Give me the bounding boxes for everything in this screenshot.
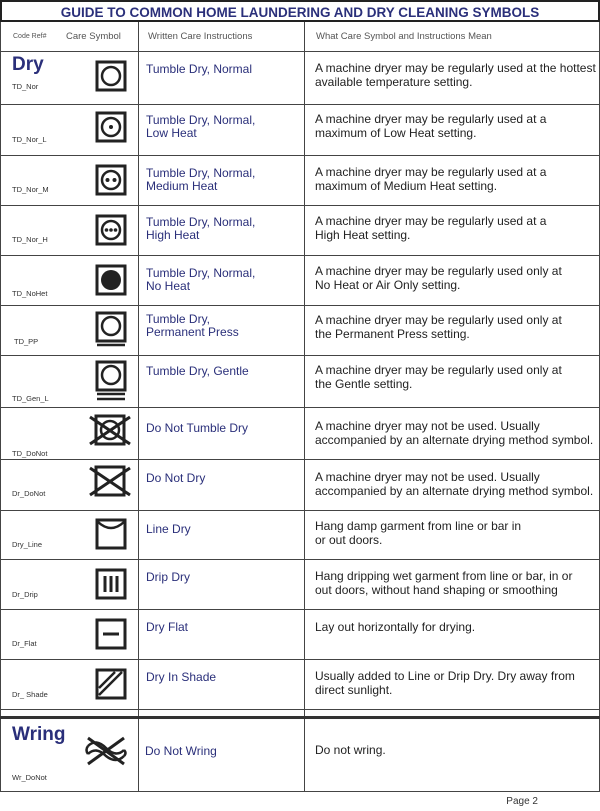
drip-dry-icon [95,568,127,600]
do-not-dry-icon [88,465,132,497]
code-ref: Dr_Flat [12,639,37,648]
code-ref: TD_NoHet [12,289,48,298]
row-divider [0,355,600,356]
code-ref: TD_Gen_L [12,394,49,403]
code-ref: Dry_Line [12,540,43,549]
written-instruction: Tumble Dry, Normal, High Heat [146,215,256,242]
meaning-text: A machine dryer may be regularly used only at No Heat or Air Only setting. [315,264,562,292]
tumble-dry-no-heat-icon [95,264,127,296]
code-ref: Wr_DoNot [12,773,47,782]
written-instruction: Tumble Dry, Normal, Medium Heat [146,166,256,193]
meaning-text: A machine dryer may be regularly used at a maximum of Medium Heat setting. [315,165,547,193]
tumble-dry-permanent-press-icon [95,311,127,347]
dry-in-shade-icon [95,668,127,700]
written-instruction: Tumble Dry, Normal, Low Heat [146,113,256,140]
row-divider [0,559,600,560]
code-ref: Dr_DoNot [12,489,46,498]
section-title-dry: Dry [12,54,44,75]
written-instruction: Line Dry [146,522,191,536]
meaning-text: Usually added to Line or Drip Dry. Dry away from direct sunlight. [315,669,575,697]
row-divider [0,407,600,408]
do-not-tumble-dry-icon [88,414,132,446]
written-instruction: Do Not Wring [145,744,217,758]
meaning-text: A machine dryer may be regularly used only at the Gentle setting. [315,363,562,391]
written-instruction: Dry In Shade [146,670,217,684]
row-divider [0,791,600,792]
header-code: Code Ref# [13,33,47,40]
written-instruction: Do Not Tumble Dry [146,421,249,435]
row-divider [0,104,600,105]
row-divider [0,155,600,156]
section-divider [0,716,600,719]
meaning-text: Lay out horizontally for drying. [315,620,476,634]
code-ref: Dr_Drip [12,590,38,599]
tumble-dry-high-heat-icon [95,214,127,246]
page-number: Page 2 [506,796,538,807]
written-instruction: Tumble Dry, Permanent Press [146,312,239,339]
tumble-dry-medium-heat-icon [95,164,127,196]
meaning-text: Hang damp garment from line or bar in or out doors. [315,519,522,547]
dry-flat-icon [95,618,127,650]
written-instruction: Drip Dry [146,570,190,584]
header-meaning: What Care Symbol and Instructions Mean [316,31,492,42]
meaning-text: A machine dryer may be regularly used at a maximum of Low Heat setting. [315,112,547,140]
row-divider [0,51,600,52]
meaning-text: A machine dryer may be regularly used at the hottest available temperature setting. [315,61,596,89]
do-not-wring-icon [84,734,128,768]
row-divider [0,709,600,710]
tumble-dry-normal-icon [95,60,127,92]
row-divider [0,305,600,306]
row-divider [0,510,600,511]
meaning-text: A machine dryer may be regularly used at a High Heat setting. [315,214,547,242]
row-divider [0,609,600,610]
meaning-text: Do not wring. [315,743,386,757]
written-instruction: Dry Flat [146,620,188,634]
code-ref: TD_Nor_L [12,135,47,144]
line-dry-icon [95,518,127,550]
written-instruction: Tumble Dry, Normal, No Heat [146,266,256,293]
tumble-dry-low-heat-icon [95,111,127,143]
page-title: GUIDE TO COMMON HOME LAUNDERING AND DRY CLEANING SYMBOLS [0,0,600,22]
written-instruction: Tumble Dry, Normal [146,62,253,76]
tumble-dry-gentle-icon [95,360,127,402]
header-written: Written Care Instructions [148,31,253,42]
code-ref: TD_Nor_M [12,185,49,194]
code-ref: TD_Nor [12,82,39,91]
written-instruction: Do Not Dry [146,471,206,485]
row-divider [0,205,600,206]
code-ref: TD_Nor_H [12,235,48,244]
code-ref: TD_PP [14,337,39,346]
row-divider [0,459,600,460]
header-symbol: Care Symbol [66,31,121,42]
row-divider [0,659,600,660]
section-title-wring: Wring [12,724,66,745]
written-instruction: Tumble Dry, Gentle [146,364,249,378]
meaning-text: Hang dripping wet garment from line or bar, in or out doors, without hand shaping or smoothing [315,569,573,597]
row-divider [0,255,600,256]
meaning-text: A machine dryer may not be used. Usually accompanied by an alternate drying method symbol. [315,470,594,498]
meaning-text: A machine dryer may not be used. Usually accompanied by an alternate drying method symbol. [315,419,594,447]
code-ref: Dr_ Shade [12,690,48,699]
meaning-text: A machine dryer may be regularly used only at the Permanent Press setting. [315,313,562,341]
code-ref: TD_DoNot [12,449,48,458]
